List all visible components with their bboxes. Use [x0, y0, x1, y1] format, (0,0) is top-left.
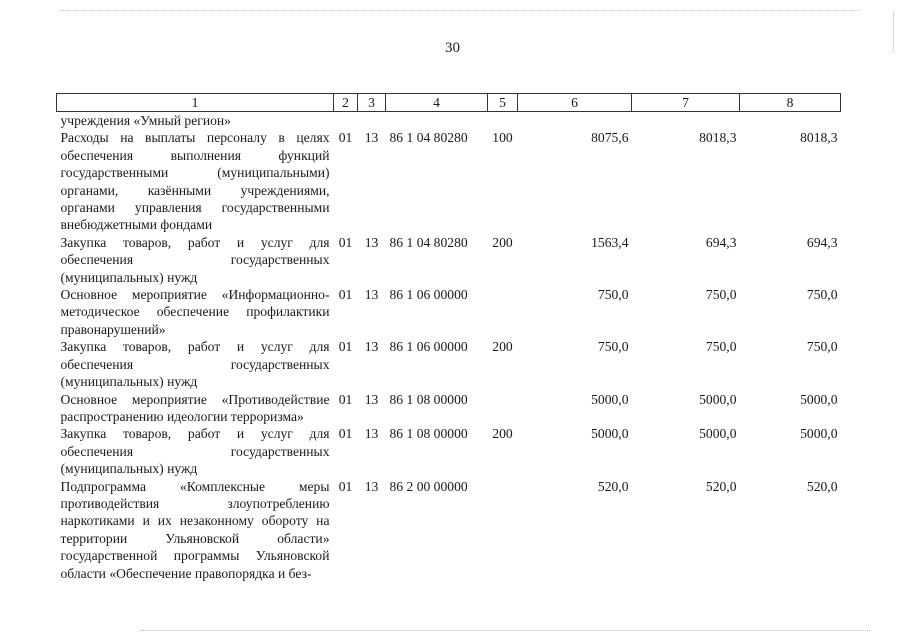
- continuation-text: учреждения «Умный регион»: [60, 113, 231, 128]
- column-header-7: 7: [632, 94, 740, 112]
- row-expense-type: [488, 478, 518, 582]
- page-number: 30: [445, 40, 460, 56]
- row-name: Закупка товаров, работ и услуг для обеспечения государственных (муниципальных) нужд: [60, 339, 330, 390]
- table-row: [57, 286, 841, 338]
- row-name: Основное мероприятие «Противодействие распространению идеологии терроризма»: [60, 391, 330, 424]
- row-value-col7: 5000,0: [699, 391, 737, 407]
- row-section: 01: [338, 130, 353, 146]
- row-value-col6: 8075,6: [591, 130, 629, 146]
- row-section: 01: [338, 426, 353, 442]
- row-value-col7: 8018,3: [699, 130, 737, 146]
- row-value-col7: 5000,0: [699, 426, 737, 442]
- row-target-code: 86 1 08 00000: [389, 426, 468, 442]
- row-name: Закупка товаров, работ и услуг для обеспечения государственных (муниципальных) нужд: [60, 426, 330, 477]
- row-target-code: 86 1 04 80280: [389, 130, 468, 146]
- row-name: Основное мероприятие «Информационно-методическое обеспечение профилактики правонарушений»: [60, 287, 330, 337]
- row-expense-type: [488, 391, 518, 426]
- row-subsection: 13: [364, 130, 379, 146]
- row-value-col7: 694,3: [705, 234, 737, 250]
- table-row: [57, 129, 841, 233]
- table-row: [57, 425, 841, 477]
- row-value-col8: 694,3: [806, 234, 838, 250]
- row-value-col8: 750,0: [806, 287, 838, 303]
- table-row: [57, 391, 841, 426]
- row-value-col7: 750,0: [705, 287, 737, 303]
- column-header-6: 6: [518, 94, 632, 112]
- row-value-col8: 750,0: [806, 339, 838, 355]
- row-section: 01: [338, 287, 353, 303]
- row-value-col8: 520,0: [806, 478, 838, 494]
- budget-table: [56, 93, 841, 582]
- row-section: 01: [338, 478, 353, 494]
- column-header-1: 1: [57, 94, 334, 112]
- row-expense-type: 100: [492, 130, 513, 146]
- column-header-4: 4: [386, 94, 488, 112]
- row-subsection: 13: [364, 339, 379, 355]
- row-subsection: 13: [364, 478, 379, 494]
- row-value-col6: 520,0: [597, 478, 629, 494]
- row-expense-type: [488, 286, 518, 338]
- table-row: [57, 234, 841, 286]
- row-value-col8: 8018,3: [800, 130, 838, 146]
- row-target-code: 86 1 06 00000: [389, 287, 468, 303]
- row-section: 01: [338, 234, 353, 250]
- row-target-code: 86 1 08 00000: [389, 391, 468, 407]
- row-value-col6: 5000,0: [591, 426, 629, 442]
- row-expense-type: 200: [492, 234, 513, 250]
- row-value-col8: 5000,0: [800, 426, 838, 442]
- row-value-col6: 5000,0: [591, 391, 629, 407]
- row-target-code: 86 2 00 00000: [389, 478, 468, 494]
- row-value-col7: 750,0: [705, 339, 737, 355]
- column-header-2: 2: [334, 94, 358, 112]
- table-row-continuation: [57, 112, 841, 130]
- row-target-code: 86 1 06 00000: [389, 339, 468, 355]
- row-subsection: 13: [364, 391, 379, 407]
- row-subsection: 13: [364, 426, 379, 442]
- row-section: 01: [338, 391, 353, 407]
- row-value-col8: 5000,0: [800, 391, 838, 407]
- row-name: Закупка товаров, работ и услуг для обеспечения государственных (муниципальных) нужд: [60, 234, 330, 285]
- row-name: Подпрограмма «Комплексные меры противодействия злоупотреблению наркотиками и их незаконному обороту на территории Ульяновской области» государственной программы Ульяновской области «Обеспечение правопорядка и без-: [60, 478, 330, 581]
- row-value-col6: 1563,4: [591, 234, 629, 250]
- column-header-3: 3: [358, 94, 386, 112]
- row-target-code: 86 1 04 80280: [389, 234, 468, 250]
- row-value-col7: 520,0: [705, 478, 737, 494]
- column-header-5: 5: [488, 94, 518, 112]
- row-subsection: 13: [364, 287, 379, 303]
- scan-artifact-bottom: [140, 630, 870, 632]
- column-header-8: 8: [740, 94, 841, 112]
- row-value-col6: 750,0: [597, 287, 629, 303]
- row-value-col6: 750,0: [597, 339, 629, 355]
- table-row: [57, 478, 841, 582]
- row-expense-type: 200: [492, 339, 513, 355]
- row-name: Расходы на выплаты персоналу в целях обеспечения выполнения функций государственными (муниципальными) органами, казёнными учреждениями, органами управления государственными внебюджетными фондами: [60, 130, 330, 233]
- table-header: [57, 94, 841, 112]
- row-subsection: 13: [364, 234, 379, 250]
- row-section: 01: [338, 339, 353, 355]
- scan-artifact-top: [60, 10, 860, 12]
- table-row: [57, 338, 841, 390]
- row-expense-type: 200: [492, 426, 513, 442]
